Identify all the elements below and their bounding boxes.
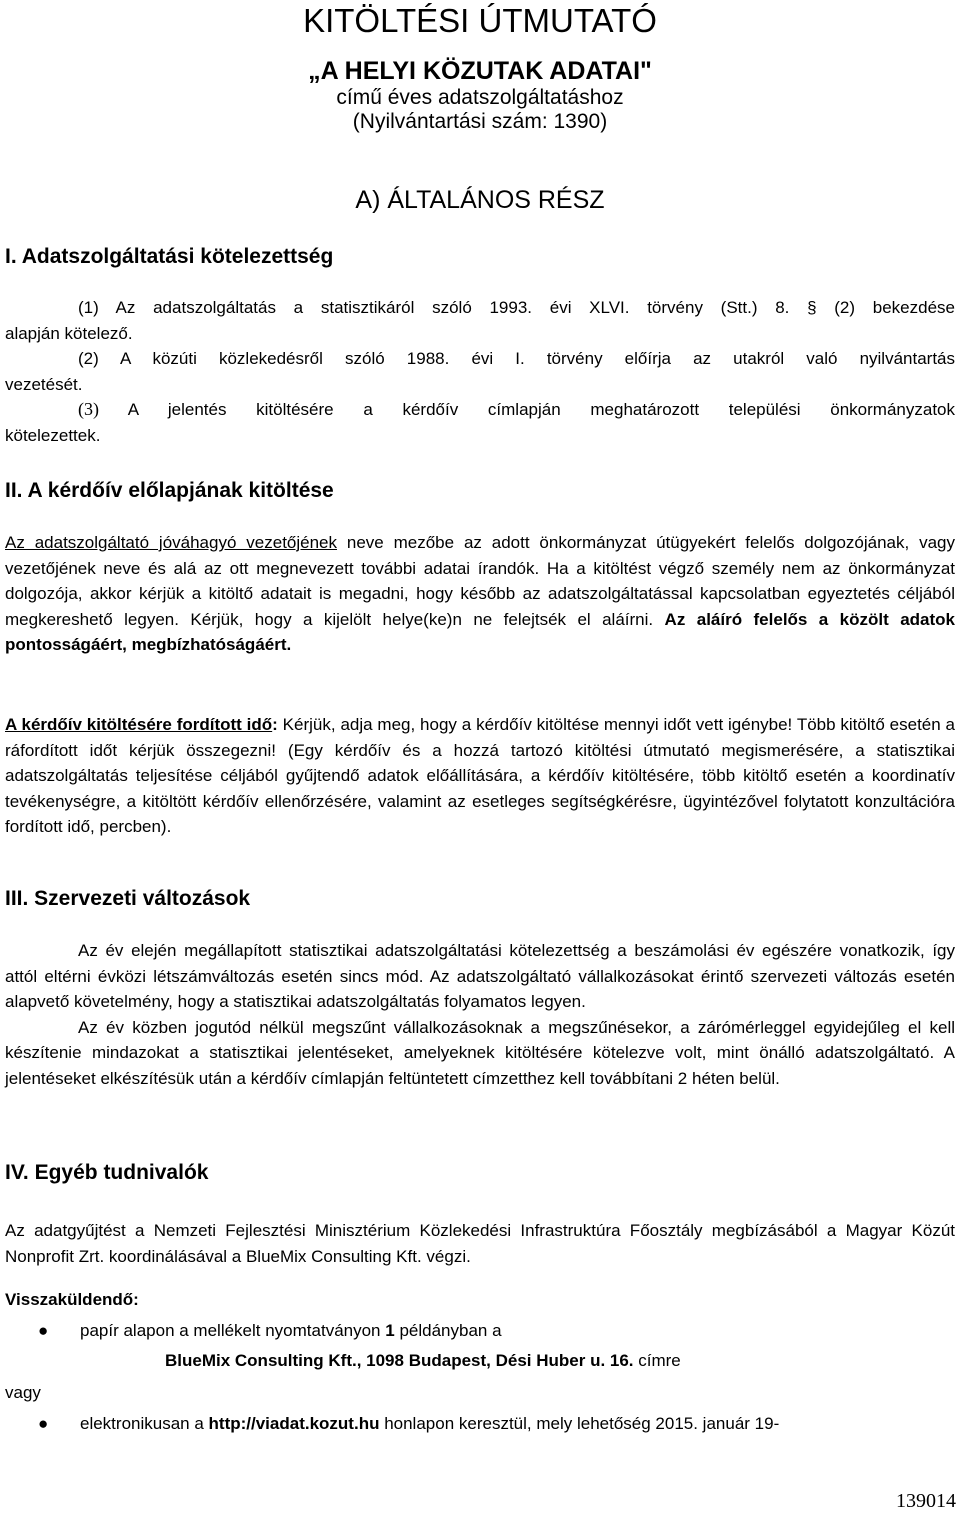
section-3-p2: Az év közben jogutód nélkül megszűnt vállalkozásoknak a megszűnésekor, a zárómérleggel egyidejűleg el kell készítenie mindazokat a statisztikai jelentéseket, amelyeknek kitöltésére kötelezve volt, mint önálló adatszolgáltató. A jelentéseket elkészítésük után a kérdőív címlapján feltüntetett címzetthez kell továbbítani 2 héten belül. [5, 1017, 955, 1088]
section-1-heading: I. Adatszolgáltatási kötelezettség [5, 245, 334, 268]
time-spent-colon: : [272, 715, 278, 734]
part-title: A) ÁLTALÁNOS RÉSZ [355, 186, 605, 214]
section-1-body [5, 295, 955, 449]
section-1-p3-number: (3) [78, 399, 99, 420]
section-1-p2-line1: (2) A közúti közlekedésről szóló 1988. évi I. törvény előírja az utakról való nyilvántartás [78, 349, 955, 369]
return-label: Visszaküldendő: [5, 1290, 139, 1309]
return-option-paper [80, 1319, 502, 1343]
responsibility-statement: Az aláíró felelős a közölt adatok pontosságáért, megbízhatóságáért. [5, 609, 955, 655]
approver-field-name: Az adatszolgáltató jóváhagyó vezetőjének [5, 533, 338, 552]
paper-option-text: papír alapon a mellékelt nyomtatványon [80, 1321, 386, 1340]
document-subtitle: „A HELYI KÖZUTAK ADATAI" [308, 57, 652, 85]
document-number: 139014 [896, 1490, 956, 1512]
bullet-dot-1: ● [38, 1321, 49, 1340]
section-4-heading: IV. Egyéb tudnivalók [5, 1161, 209, 1184]
section-2-p1-body: neve mezőbe az adott önkormányzat útügyekért felelős dolgozójának, vagy vezetőjének neve és alá az ott megnevezett további adatai írandók. Ha a kitöltést végző személy nem az önkormányzat dolgozója, akkor kérjük a kitöltő adatait is megadni, hogy később az adatszolgáltatással kapcsolatban egyeztetés céljából megkereshető legyen. Kérjük, hogy a kijelölt helye(ke)n ne felejtsék el aláírni. [5, 533, 955, 629]
section-1-p1-line1: (1) Az adatszolgáltatás a statisztikáról szóló 1993. évi XLVI. törvény (Stt.) 8. § (2) bekezdése [78, 298, 955, 317]
document-subtitle-secondary: című éves adatszolgáltatáshoz [336, 86, 624, 109]
return-address [165, 1349, 681, 1373]
electronic-option-text: elektronikusan a [80, 1414, 209, 1433]
section-2-p2 [5, 712, 955, 840]
paper-option-suffix: példányban a [394, 1321, 502, 1340]
registry-number: (Nyilvántartási szám: 1390) [352, 110, 608, 133]
section-2-p1-text [5, 530, 955, 658]
return-option-electronic [80, 1412, 779, 1436]
section-1-p1-line2: alapján kötelező. [5, 323, 133, 343]
section-4-p1 [5, 1218, 955, 1269]
section-2-p2-text [5, 712, 955, 840]
section-3-p1: Az év elején megállapított statisztikai adatszolgáltatási kötelezettség a beszámolási év egészére vonatkozik, így attól eltérni évközi létszámváltozás esetén sincs mód. Az adatszolgáltató vállalkozásokat érintő szervezeti változás esetén alapvető követelmény, hogy a statisztikai adatszolgáltatás folyamatos legyen. [5, 941, 955, 1012]
section-3-heading: III. Szervezeti változások [5, 887, 251, 910]
submission-url[interactable]: http://viadat.kozut.hu [208, 1414, 380, 1433]
electronic-option-suffix: honlapon keresztül, mely lehetőség 2015. január 19- [379, 1414, 780, 1433]
time-spent-label: A kérdőív kitöltésére fordított idő [5, 715, 273, 734]
bullet-dot-2: ● [38, 1414, 49, 1433]
page-title: KITÖLTÉSI ÚTMUTATÓ [303, 2, 657, 39]
section-4-p1-text: Az adatgyűjtést a Nemzeti Fejlesztési Minisztérium Közlekedési Infrastruktúra Főosztály megbízásából a Magyar Közút Nonprofit Zrt. koordinálásával a BlueMix Consulting Kft. végzi. [5, 1221, 955, 1266]
return-address-suffix: címre [633, 1351, 681, 1370]
section-1-p2-line2: vezetését. [5, 374, 83, 394]
section-3-body [5, 938, 955, 1092]
section-2-p1 [5, 530, 955, 658]
or-text: vagy [5, 1383, 41, 1402]
return-address-text: BlueMix Consulting Kft., 1098 Budapest, Dési Huber u. 16. [165, 1351, 634, 1370]
copy-count: 1 [385, 1321, 395, 1340]
section-1-p3-text: A jelentés kitöltésére a kérdőív címlapján meghatározott települési önkormányzatok [127, 400, 955, 420]
section-2-p2-body: Kérjük, adja meg, hogy a kérdőív kitöltése mennyi időt vett igénybe! Több kitöltő esetén a ráfordított időt kérjük összegezni! (Egy kérdőív és a hozzá tartozó kitöltési útmutató megismerésére, a statisztikai adatszolgáltatás teljesítése céljából gyűjtendő adatok előállítására, a kérdőív kitöltésére, több kitöltő esetén a koordinatív tevékenységre, a kitöltött kérdőív ellenőrzésére, valamint az esetleges segítségkérésre, ügyintézővel folytatott konzultációra fordított idő, percben). [5, 715, 955, 837]
section-2-heading: II. A kérdőív előlapjának kitöltése [5, 479, 334, 502]
section-1-p3-line1 [5, 397, 955, 423]
section-1-p3-line2: kötelezettek. [5, 425, 101, 445]
